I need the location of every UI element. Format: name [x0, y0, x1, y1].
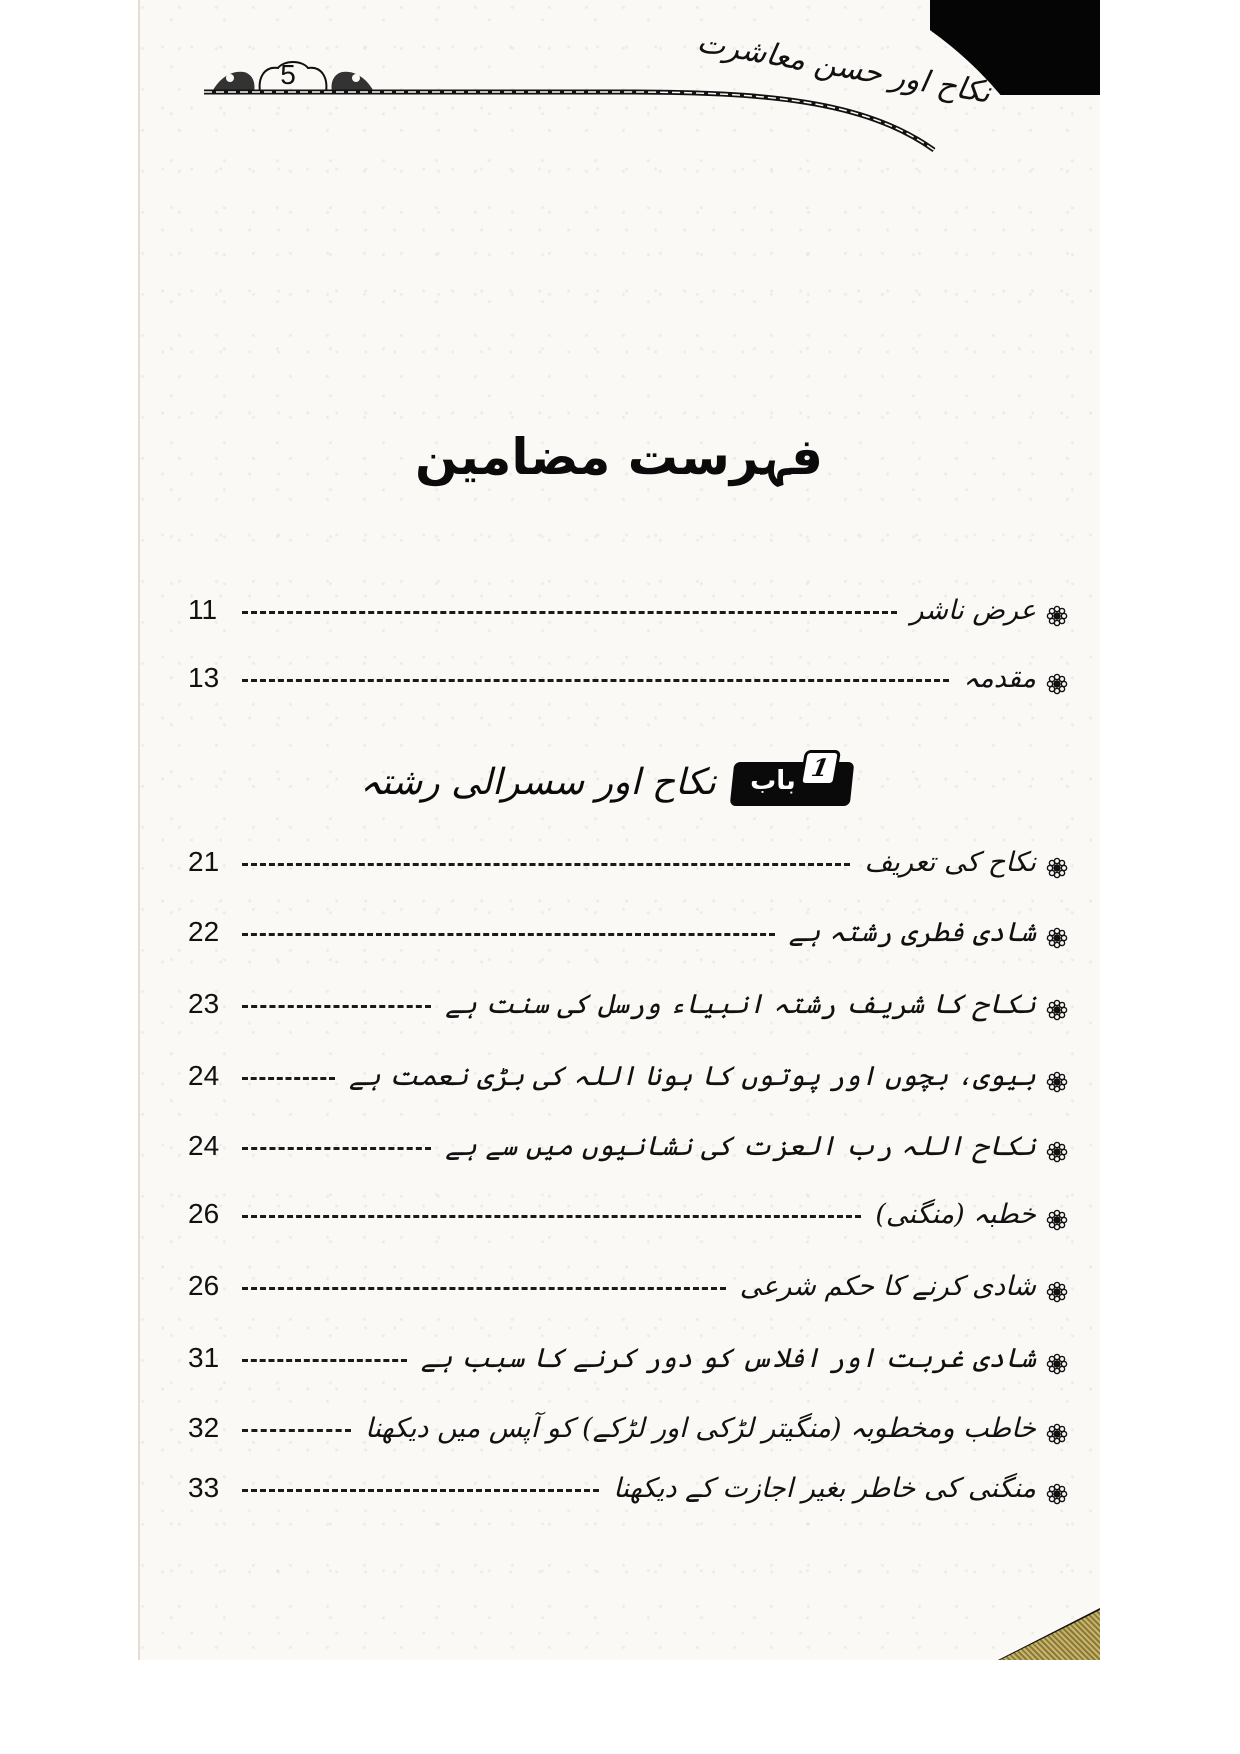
flower-bullet-icon — [1046, 1071, 1068, 1093]
toc-entry-title: شادی کرنے کا حکم شرعی — [739, 1270, 1036, 1302]
toc-entry-title: مقدمہ — [963, 662, 1036, 694]
flower-bullet-icon — [1046, 673, 1068, 695]
chapter-badge-label: باب — [750, 766, 796, 796]
dotted-leader — [242, 1215, 861, 1218]
toc-entry-page: 31 — [188, 1342, 220, 1373]
toc-entry-title: شادی فطری رشتہ ہے — [788, 916, 1036, 948]
dotted-leader — [242, 1359, 407, 1362]
toc-entry-page: 24 — [188, 1060, 220, 1091]
chapter-title: نکاح اور سسرالی رشتہ — [360, 762, 716, 803]
toc-entry[interactable] — [188, 1262, 1068, 1310]
toc-entry-title: نکاح کی تعریف — [864, 846, 1036, 878]
toc-entry-title: خاطب ومخطوبہ (منگیتر لڑکی اور لڑکے) کو آپس میں دیکھنا — [365, 1412, 1036, 1444]
running-header — [138, 0, 1100, 170]
dotted-leader — [242, 1077, 335, 1080]
toc-entry[interactable] — [188, 1404, 1068, 1452]
toc-entry[interactable] — [188, 1052, 1068, 1100]
page-edge — [138, 0, 140, 1660]
dotted-leader — [242, 863, 850, 866]
running-header-title: نکاح اور حسن معاشرت — [694, 24, 994, 111]
toc-entry-title: شادی غربت اور افلاس کو دور کرنے کا سبب ہے — [420, 1342, 1036, 1374]
toc-entry-page: 33 — [188, 1472, 220, 1503]
toc-entry-page: 26 — [188, 1270, 220, 1301]
flower-bullet-icon — [1046, 1423, 1068, 1445]
toc-entry-page: 32 — [188, 1412, 220, 1443]
fabric-corner — [1000, 1610, 1100, 1660]
toc-entry[interactable] — [188, 1122, 1068, 1170]
toc-entry-page: 26 — [188, 1198, 220, 1229]
toc-entry-title: منگنی کی خاطر بغیر اجازت کے دیکھنا — [613, 1472, 1036, 1504]
toc-entry[interactable] — [188, 654, 1068, 702]
flower-bullet-icon — [1046, 857, 1068, 879]
toc-entry-title: نکاح اللہ رب العزت کی نشانیوں میں سے ہے — [445, 1130, 1036, 1162]
flower-bullet-icon — [1046, 1281, 1068, 1303]
dotted-leader — [242, 1005, 431, 1008]
flower-bullet-icon — [1046, 927, 1068, 949]
toc-entry-title: خطبہ (منگنی) — [875, 1198, 1036, 1230]
chapter-heading — [138, 740, 1100, 830]
dotted-leader — [242, 611, 897, 614]
scanned-page — [138, 0, 1100, 1660]
dotted-leader — [242, 1287, 726, 1290]
flower-bullet-icon — [1046, 1353, 1068, 1375]
dotted-leader — [242, 933, 775, 936]
toc-entry[interactable] — [188, 980, 1068, 1028]
header-rule — [204, 88, 944, 158]
toc-entry[interactable] — [188, 1334, 1068, 1382]
toc-entry-page: 13 — [188, 662, 220, 693]
dotted-leader — [242, 679, 949, 682]
toc-entry[interactable] — [188, 586, 1068, 634]
flower-bullet-icon — [1046, 1141, 1068, 1163]
flower-bullet-icon — [1046, 1483, 1068, 1505]
toc-entry-page: 11 — [188, 594, 218, 625]
toc-entry-title: عرض ناشر — [910, 594, 1036, 626]
flower-bullet-icon — [1046, 1209, 1068, 1231]
page-number: 5 — [280, 59, 296, 90]
dotted-leader — [242, 1429, 351, 1432]
toc-entry-page: 23 — [188, 988, 220, 1019]
toc-entry-page: 24 — [188, 1130, 220, 1161]
chapter-number: 1 — [799, 750, 841, 786]
dotted-leader — [242, 1489, 599, 1492]
toc-entry[interactable] — [188, 838, 1068, 886]
page-title: فہرست مضامین — [414, 428, 823, 486]
toc-entry-page: 22 — [188, 916, 220, 947]
toc-entry-title: نکاح کا شریف رشتہ انبیاء ورسل کی سنت ہے — [445, 988, 1036, 1020]
toc-entry-page: 21 — [188, 846, 220, 877]
toc-entry[interactable] — [188, 1464, 1068, 1512]
toc-entry[interactable] — [188, 1190, 1068, 1238]
flower-bullet-icon — [1046, 605, 1068, 627]
toc-entry-title: بیوی، بچوں اور پوتوں کا ہونا اللہ کی بڑی نعمت ہے — [349, 1060, 1036, 1092]
flower-bullet-icon — [1046, 999, 1068, 1021]
toc-entry[interactable] — [188, 908, 1068, 956]
dotted-leader — [242, 1147, 431, 1150]
